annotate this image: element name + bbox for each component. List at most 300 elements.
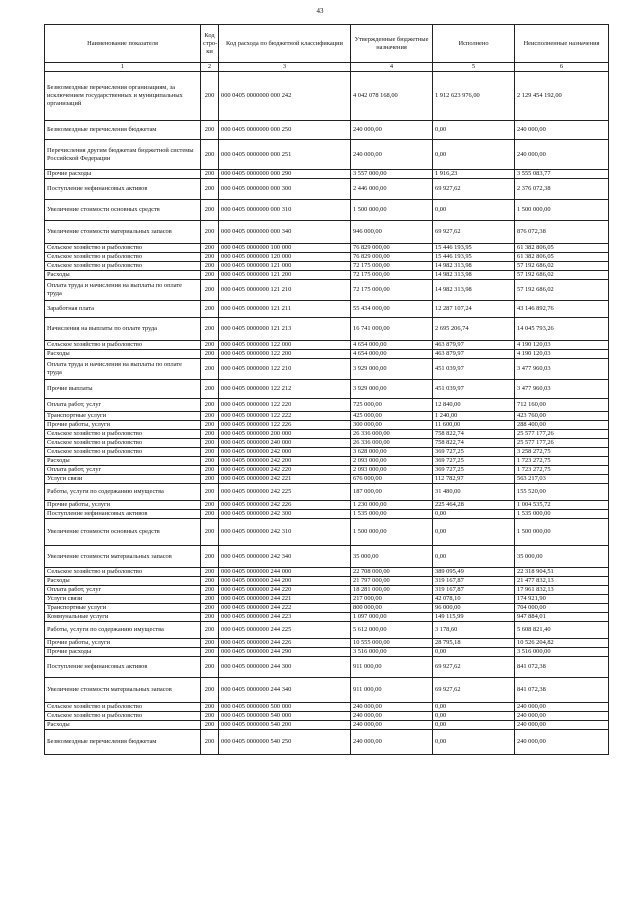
row-executed-amount: 3 178,60 (433, 622, 515, 639)
row-line-code: 200 (201, 280, 219, 301)
row-line-code: 200 (201, 421, 219, 430)
row-name: Сельское хозяйство и рыболовство (45, 568, 201, 577)
row-executed-amount: 389 095,49 (433, 568, 515, 577)
row-executed-amount: 0,00 (433, 140, 515, 170)
row-line-code: 200 (201, 262, 219, 271)
table-row (45, 510, 609, 519)
row-expense-code: 000 0405 0000000 122 226 (219, 421, 351, 430)
row-line-code: 200 (201, 399, 219, 412)
row-unexecuted-amount: 57 192 686,02 (515, 280, 609, 301)
row-executed-amount: 0,00 (433, 721, 515, 730)
row-unexecuted-amount: 1 004 535,72 (515, 501, 609, 510)
row-executed-amount: 319 167,87 (433, 577, 515, 586)
row-executed-amount: 1 240,00 (433, 412, 515, 421)
table-row (45, 622, 609, 639)
row-line-code: 200 (201, 200, 219, 221)
row-expense-code: 000 0405 0000000 540 200 (219, 721, 351, 730)
row-expense-code: 000 0405 0000000 244 000 (219, 568, 351, 577)
row-expense-code: 000 0405 0000000 242 000 (219, 448, 351, 457)
row-executed-amount: 0,00 (433, 730, 515, 755)
row-unexecuted-amount: 704 000,00 (515, 604, 609, 613)
row-approved-amount: 187 000,00 (351, 484, 433, 501)
row-line-code: 200 (201, 457, 219, 466)
row-line-code: 200 (201, 678, 219, 703)
row-expense-code: 000 0405 0000000 122 212 (219, 380, 351, 399)
row-line-code: 200 (201, 475, 219, 484)
row-expense-code: 000 0405 0000000 242 300 (219, 510, 351, 519)
row-name: Расходы (45, 350, 201, 359)
row-name: Прочие выплаты (45, 380, 201, 399)
row-executed-amount: 369 727,25 (433, 466, 515, 475)
row-unexecuted-amount: 841 072,38 (515, 678, 609, 703)
page-number: 43 (316, 7, 324, 15)
row-line-code: 200 (201, 244, 219, 253)
row-approved-amount: 26 336 000,00 (351, 430, 433, 439)
row-name: Заработная плата (45, 301, 201, 318)
row-executed-amount: 0,00 (433, 200, 515, 221)
row-name: Безвозмездные перечисления бюджетам (45, 121, 201, 140)
row-executed-amount: 15 446 193,95 (433, 244, 515, 253)
row-line-code: 200 (201, 577, 219, 586)
table-row (45, 639, 609, 648)
row-expense-code: 000 0405 0000000 242 225 (219, 484, 351, 501)
table-row (45, 466, 609, 475)
row-executed-amount: 319 167,87 (433, 586, 515, 595)
row-unexecuted-amount: 240 000,00 (515, 140, 609, 170)
table-row (45, 457, 609, 466)
row-name: Оплата труда и начисления на выплаты по оплате труда (45, 359, 201, 380)
table-row (45, 399, 609, 412)
row-approved-amount: 946 000,00 (351, 221, 433, 244)
row-expense-code: 000 0405 0000000 122 210 (219, 359, 351, 380)
row-name: Коммунальные услуги (45, 613, 201, 622)
row-name: Увеличение стоимости материальных запасов (45, 546, 201, 568)
row-unexecuted-amount: 240 000,00 (515, 721, 609, 730)
column-number: 2 (201, 63, 219, 72)
row-executed-amount: 451 039,97 (433, 359, 515, 380)
row-unexecuted-amount: 1 500 000,00 (515, 519, 609, 546)
row-name: Расходы (45, 457, 201, 466)
row-executed-amount: 1 912 623 976,00 (433, 72, 515, 121)
row-expense-code: 000 0405 0000000 121 213 (219, 318, 351, 341)
row-approved-amount: 676 000,00 (351, 475, 433, 484)
row-approved-amount: 26 336 000,00 (351, 439, 433, 448)
row-unexecuted-amount: 3 516 000,00 (515, 648, 609, 657)
column-number: 3 (219, 63, 351, 72)
row-approved-amount: 240 000,00 (351, 721, 433, 730)
row-line-code: 200 (201, 448, 219, 457)
row-expense-code: 000 0405 0000000 244 300 (219, 657, 351, 678)
row-line-code: 200 (201, 121, 219, 140)
row-approved-amount: 21 797 000,00 (351, 577, 433, 586)
row-executed-amount: 69 927,62 (433, 678, 515, 703)
row-name: Увеличение стоимости основных средств (45, 519, 201, 546)
row-approved-amount: 1 097 000,00 (351, 613, 433, 622)
row-line-code: 200 (201, 510, 219, 519)
row-approved-amount: 5 612 000,00 (351, 622, 433, 639)
table-row (45, 412, 609, 421)
row-line-code: 200 (201, 140, 219, 170)
table-row (45, 380, 609, 399)
table-row (45, 595, 609, 604)
row-name: Транспортные услуги (45, 412, 201, 421)
row-expense-code: 000 0405 0000000 000 251 (219, 140, 351, 170)
row-approved-amount: 725 000,00 (351, 399, 433, 412)
row-approved-amount: 10 555 000,00 (351, 639, 433, 648)
table-row (45, 318, 609, 341)
table-row (45, 221, 609, 244)
row-approved-amount: 240 000,00 (351, 712, 433, 721)
row-unexecuted-amount: 1 500 000,00 (515, 200, 609, 221)
row-unexecuted-amount: 1 723 272,75 (515, 466, 609, 475)
header-expense-code: Код расхода по бюджетной классификации (219, 25, 351, 63)
row-line-code: 200 (201, 657, 219, 678)
row-expense-code: 000 0405 0000000 244 226 (219, 639, 351, 648)
row-name: Увеличение стоимости материальных запасов (45, 678, 201, 703)
row-unexecuted-amount: 5 608 821,40 (515, 622, 609, 639)
table-row (45, 140, 609, 170)
row-expense-code: 000 0405 0000000 122 200 (219, 350, 351, 359)
row-name: Увеличение стоимости основных средств (45, 200, 201, 221)
row-expense-code: 000 0405 0000000 244 223 (219, 613, 351, 622)
table-body (45, 72, 609, 755)
row-approved-amount: 3 929 000,00 (351, 380, 433, 399)
row-unexecuted-amount: 14 045 793,26 (515, 318, 609, 341)
row-line-code: 200 (201, 412, 219, 421)
row-approved-amount: 300 000,00 (351, 421, 433, 430)
column-number: 4 (351, 63, 433, 72)
row-approved-amount: 16 741 000,00 (351, 318, 433, 341)
row-executed-amount: 69 927,62 (433, 179, 515, 200)
table-row (45, 253, 609, 262)
row-line-code: 200 (201, 430, 219, 439)
row-line-code: 200 (201, 501, 219, 510)
table-row (45, 439, 609, 448)
row-unexecuted-amount: 288 400,00 (515, 421, 609, 430)
row-expense-code: 000 0405 0000000 242 226 (219, 501, 351, 510)
row-expense-code: 000 0405 0000000 244 221 (219, 595, 351, 604)
row-executed-amount: 225 464,28 (433, 501, 515, 510)
row-line-code: 200 (201, 380, 219, 399)
table-row (45, 280, 609, 301)
row-name: Поступление нефинансовых активов (45, 179, 201, 200)
row-name: Начисления на выплаты по оплате труда (45, 318, 201, 341)
row-name: Расходы (45, 721, 201, 730)
row-line-code: 200 (201, 568, 219, 577)
row-expense-code: 000 0405 0000000 244 220 (219, 586, 351, 595)
row-line-code: 200 (201, 586, 219, 595)
row-name: Оплата труда и начисления на выплаты по оплате труда (45, 280, 201, 301)
row-line-code: 200 (201, 301, 219, 318)
row-executed-amount: 28 795,18 (433, 639, 515, 648)
table-row (45, 262, 609, 271)
row-name: Оплата работ, услуг (45, 466, 201, 475)
row-executed-amount: 0,00 (433, 519, 515, 546)
row-approved-amount: 425 000,00 (351, 412, 433, 421)
table-row (45, 712, 609, 721)
row-name: Увеличение стоимости материальных запасов (45, 221, 201, 244)
row-line-code: 200 (201, 318, 219, 341)
row-unexecuted-amount: 43 146 892,76 (515, 301, 609, 318)
row-line-code: 200 (201, 648, 219, 657)
table-row (45, 613, 609, 622)
row-line-code: 200 (201, 179, 219, 200)
row-executed-amount: 12 840,00 (433, 399, 515, 412)
row-executed-amount: 0,00 (433, 712, 515, 721)
row-executed-amount: 0,00 (433, 121, 515, 140)
table-row (45, 359, 609, 380)
row-name: Работы, услуги по содержанию имущества (45, 622, 201, 639)
table-row (45, 721, 609, 730)
row-unexecuted-amount: 563 217,03 (515, 475, 609, 484)
row-approved-amount: 4 042 078 168,00 (351, 72, 433, 121)
row-name: Сельское хозяйство и рыболовство (45, 430, 201, 439)
row-line-code: 200 (201, 613, 219, 622)
row-line-code: 200 (201, 639, 219, 648)
row-approved-amount: 911 000,00 (351, 657, 433, 678)
row-expense-code: 000 0405 0000000 122 000 (219, 341, 351, 350)
row-executed-amount: 451 039,97 (433, 380, 515, 399)
row-line-code: 200 (201, 359, 219, 380)
row-executed-amount: 0,00 (433, 703, 515, 712)
row-name: Перечисления другим бюджетам бюджетной системы Российской Федерации (45, 140, 201, 170)
table-row (45, 271, 609, 280)
row-approved-amount: 4 654 000,00 (351, 341, 433, 350)
row-line-code: 200 (201, 271, 219, 280)
row-name: Сельское хозяйство и рыболовство (45, 703, 201, 712)
row-unexecuted-amount: 423 760,00 (515, 412, 609, 421)
table-row (45, 703, 609, 712)
row-approved-amount: 217 000,00 (351, 595, 433, 604)
row-name: Сельское хозяйство и рыболовство (45, 253, 201, 262)
row-executed-amount: 149 115,99 (433, 613, 515, 622)
row-name: Оплата работ, услуг (45, 586, 201, 595)
row-expense-code: 000 0405 0000000 240 000 (219, 439, 351, 448)
row-line-code: 200 (201, 350, 219, 359)
row-line-code: 200 (201, 72, 219, 121)
row-unexecuted-amount: 3 258 272,75 (515, 448, 609, 457)
row-approved-amount: 3 929 000,00 (351, 359, 433, 380)
row-executed-amount: 758 822,74 (433, 439, 515, 448)
row-expense-code: 000 0405 0000000 000 290 (219, 170, 351, 179)
row-executed-amount: 11 600,00 (433, 421, 515, 430)
row-name: Сельское хозяйство и рыболовство (45, 244, 201, 253)
row-approved-amount: 1 500 000,00 (351, 519, 433, 546)
row-approved-amount: 2 446 000,00 (351, 179, 433, 200)
row-executed-amount: 369 727,25 (433, 448, 515, 457)
row-executed-amount: 463 879,97 (433, 350, 515, 359)
row-approved-amount: 72 175 000,00 (351, 262, 433, 271)
row-expense-code: 000 0405 0000000 242 220 (219, 466, 351, 475)
row-unexecuted-amount: 240 000,00 (515, 730, 609, 755)
row-executed-amount: 12 287 107,24 (433, 301, 515, 318)
row-name: Сельское хозяйство и рыболовство (45, 712, 201, 721)
table-row (45, 244, 609, 253)
table-row (45, 586, 609, 595)
row-unexecuted-amount: 1 723 272,75 (515, 457, 609, 466)
row-unexecuted-amount: 4 190 120,03 (515, 341, 609, 350)
row-unexecuted-amount: 35 000,00 (515, 546, 609, 568)
row-line-code: 200 (201, 341, 219, 350)
row-unexecuted-amount: 3 477 960,03 (515, 359, 609, 380)
row-name: Сельское хозяйство и рыболовство (45, 439, 201, 448)
row-executed-amount: 0,00 (433, 546, 515, 568)
row-executed-amount: 112 782,97 (433, 475, 515, 484)
row-executed-amount: 0,00 (433, 648, 515, 657)
row-approved-amount: 1 535 000,00 (351, 510, 433, 519)
row-unexecuted-amount: 2 376 072,38 (515, 179, 609, 200)
table-row (45, 350, 609, 359)
row-executed-amount: 758 822,74 (433, 430, 515, 439)
row-unexecuted-amount: 1 535 000,00 (515, 510, 609, 519)
row-expense-code: 000 0405 0000000 242 200 (219, 457, 351, 466)
row-executed-amount: 2 695 206,74 (433, 318, 515, 341)
row-approved-amount: 1 230 000,00 (351, 501, 433, 510)
row-executed-amount: 69 927,62 (433, 657, 515, 678)
row-approved-amount: 2 093 000,00 (351, 466, 433, 475)
row-name: Расходы (45, 271, 201, 280)
row-approved-amount: 76 829 000,00 (351, 253, 433, 262)
row-name: Работы, услуги по содержанию имущества (45, 484, 201, 501)
row-expense-code: 000 0405 0000000 122 220 (219, 399, 351, 412)
row-unexecuted-amount: 240 000,00 (515, 703, 609, 712)
row-name: Прочие работы, услуги (45, 501, 201, 510)
row-approved-amount: 55 434 000,00 (351, 301, 433, 318)
row-approved-amount: 3 628 000,00 (351, 448, 433, 457)
row-unexecuted-amount: 947 884,01 (515, 613, 609, 622)
row-line-code: 200 (201, 253, 219, 262)
row-approved-amount: 240 000,00 (351, 703, 433, 712)
row-name: Услуги связи (45, 475, 201, 484)
row-executed-amount: 14 982 313,98 (433, 280, 515, 301)
row-approved-amount: 800 000,00 (351, 604, 433, 613)
table-row (45, 657, 609, 678)
table-row (45, 501, 609, 510)
row-expense-code: 000 0405 0000000 120 000 (219, 253, 351, 262)
table-row (45, 341, 609, 350)
table-row (45, 484, 609, 501)
row-unexecuted-amount: 841 072,38 (515, 657, 609, 678)
row-unexecuted-amount: 61 382 806,05 (515, 253, 609, 262)
row-name: Прочие расходы (45, 170, 201, 179)
row-line-code: 200 (201, 730, 219, 755)
row-executed-amount: 69 927,62 (433, 221, 515, 244)
row-name: Услуги связи (45, 595, 201, 604)
row-expense-code: 000 0405 0000000 244 200 (219, 577, 351, 586)
table-row (45, 730, 609, 755)
row-unexecuted-amount: 174 921,90 (515, 595, 609, 604)
header-name: Наименование показателя (45, 25, 201, 63)
row-approved-amount: 240 000,00 (351, 730, 433, 755)
row-executed-amount: 14 982 313,98 (433, 262, 515, 271)
row-executed-amount: 31 480,00 (433, 484, 515, 501)
row-unexecuted-amount: 2 129 454 192,00 (515, 72, 609, 121)
row-unexecuted-amount: 25 577 177,26 (515, 430, 609, 439)
row-expense-code: 000 0405 0000000 244 222 (219, 604, 351, 613)
row-expense-code: 000 0405 0000000 121 211 (219, 301, 351, 318)
row-unexecuted-amount: 10 526 204,82 (515, 639, 609, 648)
column-number: 1 (45, 63, 201, 72)
table-row (45, 448, 609, 457)
table-row (45, 121, 609, 140)
table-row (45, 301, 609, 318)
row-line-code: 200 (201, 170, 219, 179)
table-row (45, 421, 609, 430)
row-name: Прочие работы, услуги (45, 421, 201, 430)
row-unexecuted-amount: 57 192 686,02 (515, 262, 609, 271)
row-expense-code: 000 0405 0000000 244 290 (219, 648, 351, 657)
row-unexecuted-amount: 3 477 960,03 (515, 380, 609, 399)
table-row (45, 577, 609, 586)
row-unexecuted-amount: 57 192 686,02 (515, 271, 609, 280)
column-number: 5 (433, 63, 515, 72)
table-row (45, 72, 609, 121)
row-approved-amount: 4 654 000,00 (351, 350, 433, 359)
row-approved-amount: 240 000,00 (351, 121, 433, 140)
row-expense-code: 000 0405 0000000 000 340 (219, 221, 351, 244)
row-name: Поступление нефинансовых активов (45, 510, 201, 519)
row-expense-code: 000 0405 0000000 121 200 (219, 271, 351, 280)
row-unexecuted-amount: 240 000,00 (515, 712, 609, 721)
row-expense-code: 000 0405 0000000 121 210 (219, 280, 351, 301)
row-executed-amount: 369 727,25 (433, 457, 515, 466)
row-name: Сельское хозяйство и рыболовство (45, 448, 201, 457)
column-number-row (45, 63, 609, 72)
row-name: Безвозмездные перечисления бюджетам (45, 730, 201, 755)
row-expense-code: 000 0405 0000000 242 221 (219, 475, 351, 484)
row-unexecuted-amount: 876 072,38 (515, 221, 609, 244)
row-name: Транспортные услуги (45, 604, 201, 613)
row-expense-code: 000 0405 0000000 000 310 (219, 200, 351, 221)
row-line-code: 200 (201, 519, 219, 546)
row-approved-amount: 1 500 000,00 (351, 200, 433, 221)
row-name: Прочие работы, услуги (45, 639, 201, 648)
row-expense-code: 000 0405 0000000 200 000 (219, 430, 351, 439)
row-unexecuted-amount: 3 555 083,77 (515, 170, 609, 179)
row-approved-amount: 72 175 000,00 (351, 280, 433, 301)
row-line-code: 200 (201, 622, 219, 639)
row-unexecuted-amount: 61 382 806,05 (515, 244, 609, 253)
header-line-code: Код стро-ки (201, 25, 219, 63)
row-name: Поступление нефинансовых активов (45, 657, 201, 678)
row-executed-amount: 14 982 313,98 (433, 271, 515, 280)
table-row (45, 546, 609, 568)
row-line-code: 200 (201, 466, 219, 475)
table-row (45, 170, 609, 179)
row-approved-amount: 18 281 000,00 (351, 586, 433, 595)
row-unexecuted-amount: 22 318 904,51 (515, 568, 609, 577)
row-approved-amount: 3 557 000,00 (351, 170, 433, 179)
budget-execution-table (44, 24, 609, 755)
column-number: 6 (515, 63, 609, 72)
row-name: Безвозмездные перечисления организациям, за исключением государственных и муниципальных организаций (45, 72, 201, 121)
row-executed-amount: 0,00 (433, 510, 515, 519)
table-row (45, 519, 609, 546)
row-executed-amount: 42 078,10 (433, 595, 515, 604)
row-expense-code: 000 0405 0000000 242 310 (219, 519, 351, 546)
row-line-code: 200 (201, 712, 219, 721)
row-unexecuted-amount: 712 160,00 (515, 399, 609, 412)
row-approved-amount: 2 093 000,00 (351, 457, 433, 466)
row-expense-code: 000 0405 0000000 244 340 (219, 678, 351, 703)
row-executed-amount: 15 446 193,95 (433, 253, 515, 262)
table-row (45, 475, 609, 484)
row-line-code: 200 (201, 546, 219, 568)
row-unexecuted-amount: 21 477 832,13 (515, 577, 609, 586)
row-name: Прочие расходы (45, 648, 201, 657)
header-executed: Исполнено (433, 25, 515, 63)
row-unexecuted-amount: 17 961 832,13 (515, 586, 609, 595)
